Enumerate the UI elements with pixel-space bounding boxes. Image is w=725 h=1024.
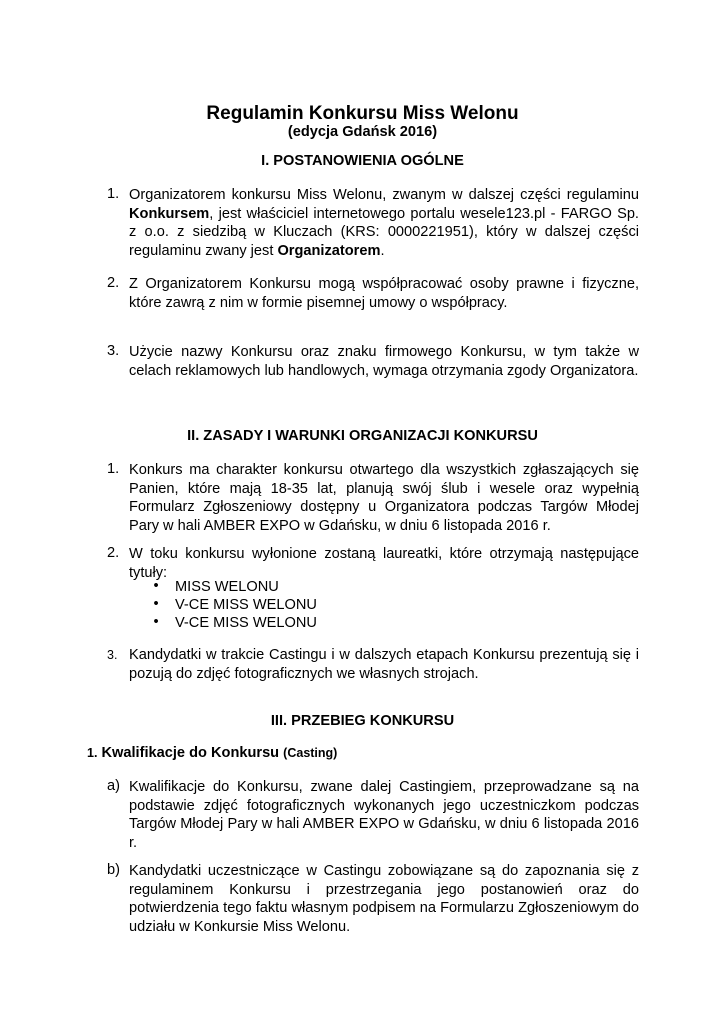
list-number: 1. [107, 186, 120, 202]
bullet-icon: • [153, 578, 159, 594]
title-list-item: V-CE MISS WELONU [175, 597, 317, 613]
list-item-text: Kandydatki uczestniczące w Castingu zobowiązane są do zapoznania się z regulaminem Konkursu i przestrzegania jego postanowień oraz do potwierdzenia tego faktu własnym podpisem na Formularzu Zgłoszeniowym do udziału w Konkursie Miss Welonu. [129, 863, 639, 935]
list-item-text: Konkurs ma charakter konkursu otwartego dla wszystkich zgłaszających się Panien, które mają 18-35 lat, planują swój ślub i wesele oraz wypełnią Formularz Zgłoszeniowy dostępny u Organizatora podczas Targów Młodej Pary w hali AMBER EXPO w Gdańsku, w dniu 6 listopada 2016 r. [129, 462, 639, 534]
list-number: 2. [107, 275, 120, 291]
list-item-text: Użycie nazwy Konkursu oraz znaku firmowego Konkursu, w tym także w celach reklamowych lub handlowych, wymaga otrzymania zgody Organizatora. [129, 344, 639, 379]
list-item-text: Organizatorem konkursu Miss Welonu, zwanym w dalszej części regulaminu Konkursem, jest właściciel internetowego portalu wesele123.pl - FARGO Sp. z o.o. z siedzibą w Kluczach (KRS: 0000221951), który w dalszej części regulaminu zwany jest Organizatorem. [129, 187, 639, 259]
list-item-text: Kandydatki w trakcie Castingu i w dalszych etapach Konkursu prezentują się i pozują do zdjęć fotograficznych we własnych strojach. [129, 647, 639, 682]
title-list-item: V-CE MISS WELONU [175, 615, 317, 631]
document-title: Regulamin Konkursu Miss Welonu [206, 103, 519, 124]
document-subtitle: (edycja Gdańsk 2016) [287, 124, 438, 140]
list-number: 3. [107, 648, 118, 662]
list-item-text: W toku konkursu wyłonione zostaną laureatki, które otrzymają następujące tytuły: [129, 546, 639, 581]
list-item-text: Z Organizatorem Konkursu mogą współpracować osoby prawne i fizyczne, które zawrą z nim w formie pisemnej umowy o współpracy. [129, 276, 639, 311]
list-number: 1. [107, 461, 120, 477]
title-list-item: MISS WELONU [175, 579, 279, 595]
list-item-text: Kwalifikacje do Konkursu, zwane dalej Castingiem, przeprowadzane są na podstawie zdjęć fotograficznych wykonanych jego uczestniczkom podczas Targów Młodej Pary w hali AMBER EXPO w Gdańsku, w dniu 6 listopada 2016 r. [129, 779, 639, 851]
section-heading-2: II. ZASADY I WARUNKI ORGANIZACJI KONKURSU [187, 428, 538, 444]
list-number: 2. [107, 545, 120, 561]
list-number: 3. [107, 343, 120, 359]
bullet-icon: • [153, 614, 159, 630]
section-heading-1: I. POSTANOWIENIA OGÓLNE [261, 153, 464, 169]
section-heading-3: III. PRZEBIEG KONKURSU [270, 713, 455, 729]
list-letter: b) [107, 862, 120, 878]
bullet-icon: • [153, 596, 159, 612]
list-letter: a) [107, 778, 120, 794]
subsection-heading: 1. Kwalifikacje do Konkursu (Casting) [87, 745, 338, 761]
